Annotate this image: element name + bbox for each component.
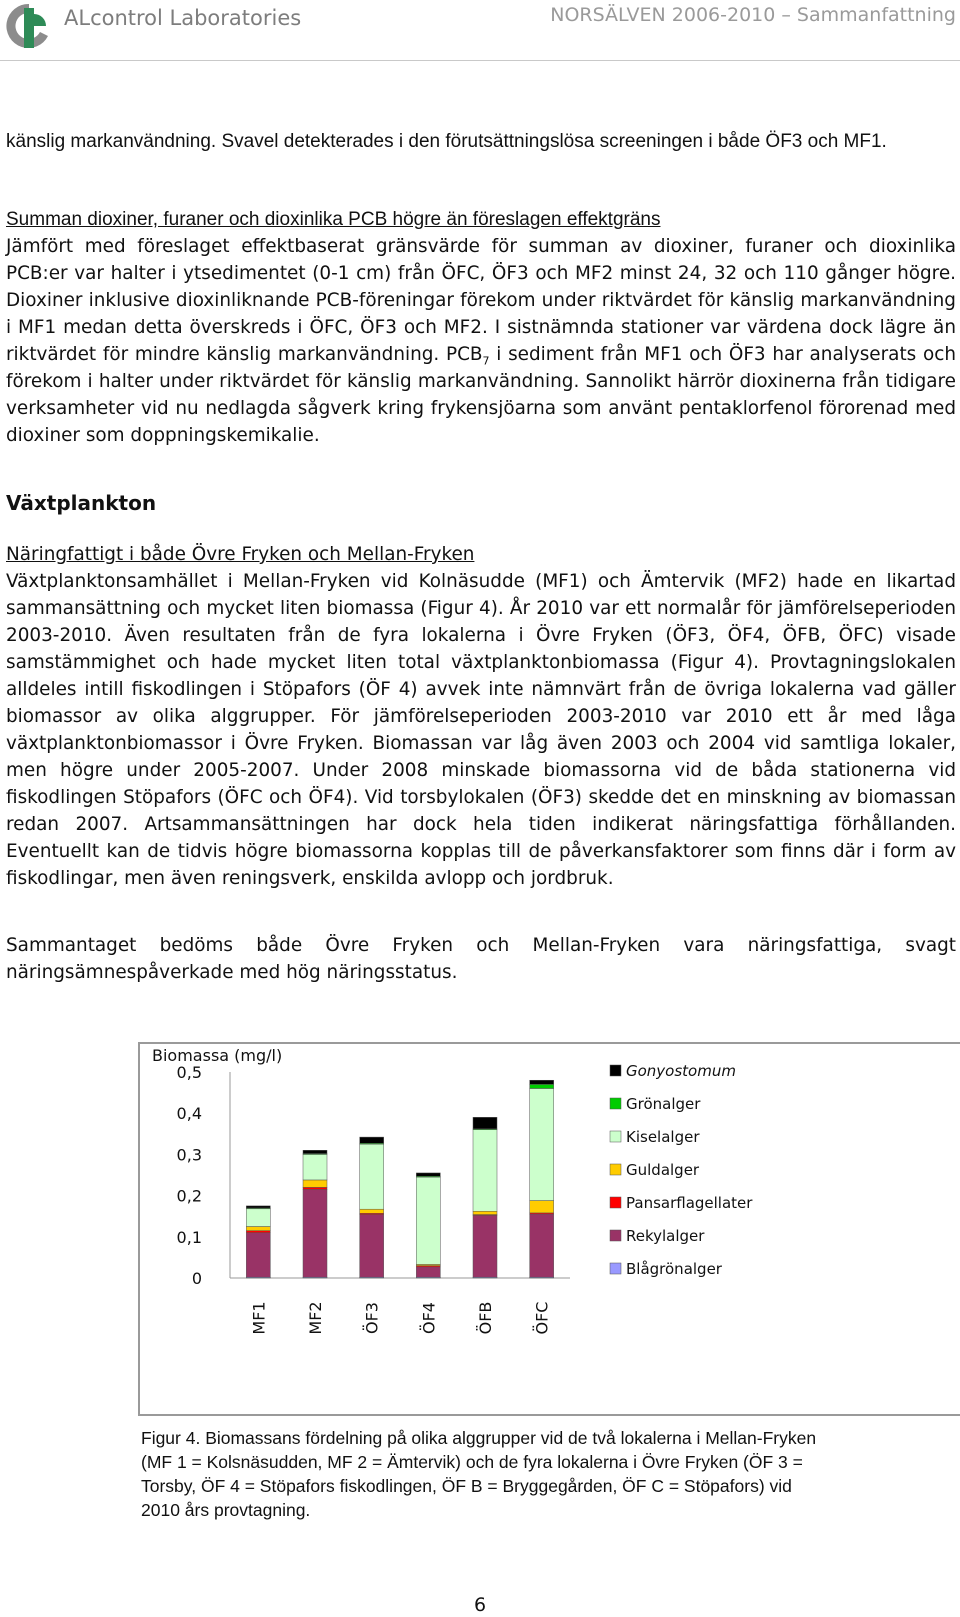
y-tick-label: 0,5: [176, 1063, 202, 1082]
y-tick-label: 0,3: [176, 1145, 202, 1165]
biomass-bar-chart: [140, 1044, 960, 1414]
legend-swatch: [610, 1131, 621, 1142]
bar-segment-kiselalger: [303, 1154, 327, 1180]
bar-segment-kiselalger: [416, 1177, 440, 1264]
pcb-subscript: 7: [482, 354, 490, 368]
legend-swatch: [610, 1065, 621, 1076]
bar-segment-guldalger: [473, 1211, 497, 1214]
legend-label: Blågrönalger: [626, 1260, 722, 1278]
legend-label: Kiselalger: [626, 1128, 700, 1146]
bar-segment-rekylalger: [473, 1215, 497, 1277]
page-number: 6: [473, 1594, 487, 1616]
alcontrol-logo-icon: [6, 2, 52, 50]
bar-segment-pansarflagellater: [246, 1231, 270, 1233]
y-tick-label: 0,1: [176, 1227, 202, 1247]
intro-text: känslig markanvändning. Svavel detekterades i den förutsättningslösa screeningen i både ÖF3 och MF1.: [6, 131, 887, 152]
bar-segment-grönalger: [530, 1084, 554, 1088]
document-title: NORSÄLVEN 2006-2010 – Sammanfattning: [550, 4, 956, 26]
dioxin-text-part2: i sediment från MF1 och ÖF3 har analyserats och förekom i halter under riktvärdet för känslig markanvändning. Sannolikt härrör dioxinerna från tidigare verksamheter vid nu nedlagda sågverk kring frykensjöarna som använt pentaklorfenol förorenad med dioxiner som doppningskemikalie.: [6, 344, 956, 446]
lab-name: ALcontrol Laboratories: [64, 6, 302, 30]
x-tick-label: MF1: [249, 1301, 269, 1335]
bar-segment-guldalger: [360, 1209, 384, 1213]
bar-segment-gonyostomum: [360, 1137, 384, 1143]
dioxin-paragraph: [6, 233, 956, 449]
vaxtplankton-text: Växtplanktonsamhället i Mellan-Fryken vid Kolnäsudde (MF1) och Ämtervik (MF2) hade en likartad sammansättning och mycket liten biomassa (Figur 4). År 2010 var ett normalår för jämförelseperioden 2003-2010. Även resultaten från de fyra lokalerna i Övre Fryken (ÖF3, ÖF4, ÖFB, ÖFC) visade samstämmighet och hade mycket liten total växtplanktonbiomassa (Figur 4). Provtagningslokalen alldeles intill fiskodlingen i Stöpafors (ÖF 4) avvek inte nämnvärt från de övriga lokalerna vad gäller biomassor av olika alggrupper. För jämförelseperioden 2003-2010 var 2010 ett år med låga växtplanktonbiomassor i Övre Fryken. Biomassan var låg även 2003 och 2004 vid samtliga lokaler, men högre under 2005-2007. Under 2008 minskade biomassorna vid de båda stationerna vid fiskodlingen Stöpafors (ÖFC och ÖF4). Vid torsbylokalen (ÖF3) skedde det en minskning av biomassan redan 2007. Artsammansättningen har dock hela tiden indikerat näringsfattiga förhållanden. Eventuellt kan de tidvis högre biomassorna kopplas till de påverkansfaktorer som finns där i form av fiskodlingar, men även reningsverk, enskilda avlopp och jordbruk.: [6, 571, 956, 889]
summary-text: Sammantaget bedöms både Övre Fryken och Mellan-Fryken vara näringsfattiga, svagt näringsämnespåverkade med hög näringsstatus.: [6, 935, 956, 983]
bar-segment-kiselalger: [473, 1130, 497, 1212]
bar-segment-gonyostomum: [473, 1117, 497, 1129]
legend-swatch: [610, 1164, 621, 1175]
bar-segment-gonyostomum: [530, 1080, 554, 1084]
page-header: [0, 0, 960, 61]
bar-segment-rekylalger: [360, 1215, 384, 1278]
legend-label: Grönalger: [626, 1095, 701, 1113]
bar-segment-rekylalger: [530, 1214, 554, 1277]
bar-segment-pansarflagellater: [303, 1187, 327, 1189]
legend-swatch: [610, 1197, 621, 1208]
legend-swatch: [610, 1263, 621, 1274]
bar-segment-kiselalger: [246, 1209, 270, 1227]
figure-caption: Figur 4. Biomassans fördelning på olika alggrupper vid de två lokalerna i Mellan-Fryken (MF 1 = Kolsnäsudden, MF 2 = Ämtervik) och de fyra lokalerna i Övre Fryken (ÖF 3 = Torsby, ÖF 4 = Stöpafors fiskodlingen, ÖF B = Bryggegården, ÖF C = Stöpafors) vid 2010 års provtagning.: [141, 1428, 817, 1520]
legend-swatch: [610, 1098, 621, 1109]
bar-segment-gonyostomum: [303, 1150, 327, 1153]
bar-segment-gonyostomum: [246, 1206, 270, 1208]
bar-segment-kiselalger: [360, 1144, 384, 1209]
dioxin-text-part1: Jämfört med föreslaget effektbaserat gränsvärde för summan av dioxiner, furaner och dioxinlika PCB:er var halter i ytsedimentet (0-1 cm) från ÖFC, ÖF3 och MF2 minst 24, 32 och 110 gånger högre. Dioxiner inklusive dioxinliknande PCB-föreningar förekom under riktvärdet för känslig markanvändning i MF1 medan detta överskreds i ÖFC, ÖF3 och MF2. I sistnämnda stationer var värdena dock lägre än riktvärdet för mindre känslig markanvändning. PCB: [6, 236, 956, 365]
legend-label: Rekylalger: [626, 1227, 705, 1245]
x-tick-label: ÖF3: [362, 1302, 382, 1334]
legend-label: Gonyostomum: [626, 1062, 736, 1080]
x-tick-label: ÖFB: [476, 1301, 495, 1335]
legend-swatch: [610, 1230, 621, 1241]
x-tick-label: ÖF4: [419, 1302, 439, 1334]
bar-segment-guldalger: [530, 1201, 554, 1213]
legend-label: Pansarflagellater: [626, 1194, 753, 1212]
x-tick-label: ÖFC: [532, 1301, 552, 1335]
vaxtplankton-section: [6, 490, 956, 517]
bar-segment-rekylalger: [246, 1233, 270, 1277]
y-tick-label: 0,4: [176, 1104, 202, 1124]
summary-paragraph: [6, 932, 956, 986]
bar-segment-rekylalger: [416, 1267, 440, 1277]
bar-segment-guldalger: [246, 1227, 270, 1231]
dioxin-section: [6, 206, 956, 233]
bar-segment-gonyostomum: [416, 1173, 440, 1176]
x-tick-label: MF2: [306, 1301, 325, 1335]
legend-label: Guldalger: [626, 1161, 700, 1179]
intro-paragraph: [6, 128, 956, 155]
vaxtplankton-heading: Växtplankton: [6, 491, 157, 515]
vaxtplankton-paragraph: [6, 568, 956, 892]
vaxtplankton-subsection: [6, 541, 956, 568]
bar-segment-guldalger: [303, 1180, 327, 1187]
y-tick-label: 0,2: [176, 1186, 202, 1206]
dioxin-heading: Summan dioxiner, furaner och dioxinlika PCB högre än föreslagen effektgräns: [6, 209, 661, 230]
figure-4-chart: [138, 1042, 960, 1416]
bar-segment-rekylalger: [303, 1189, 327, 1277]
y-axis-label: Biomassa (mg/l): [152, 1046, 283, 1066]
bar-segment-kiselalger: [530, 1088, 554, 1200]
y-tick-label: 0: [191, 1269, 202, 1288]
vaxtplankton-subheading: Näringfattigt i både Övre Fryken och Mellan-Fryken: [6, 544, 475, 565]
